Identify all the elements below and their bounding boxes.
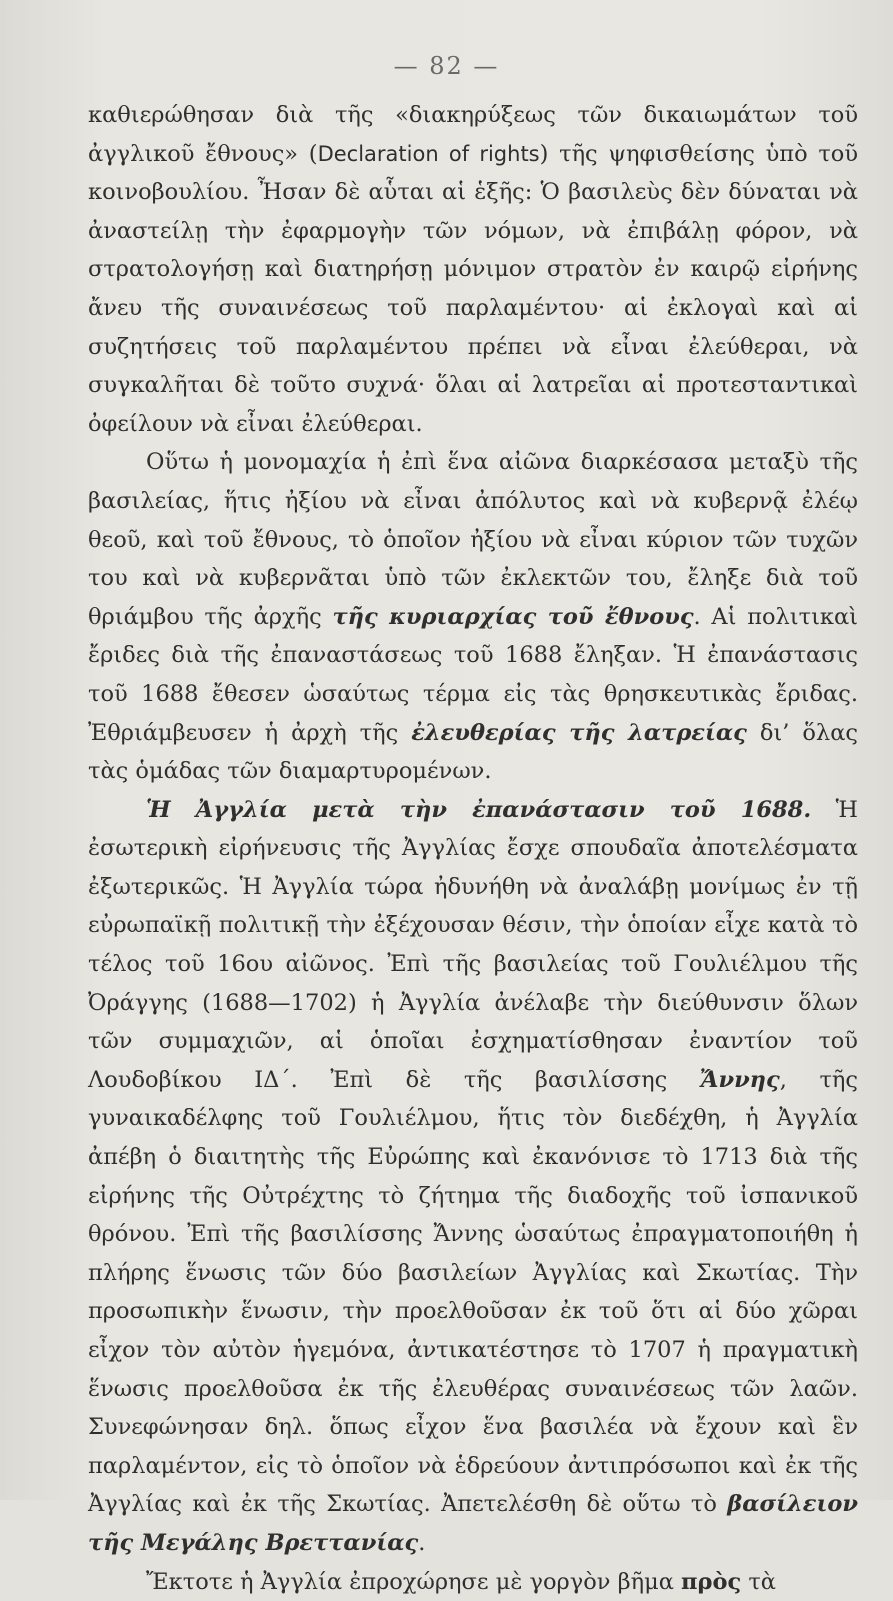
- emphasis-freedom-of-worship: ἐλευθερίας τῆς λατρείας: [411, 719, 747, 746]
- paragraph-final: [88, 1563, 858, 1601]
- section-heading: Ἡ Ἀγγλία μετὰ τὴν ἐπανάστασιν τοῦ 1688.: [146, 796, 812, 823]
- paragraph-sovereignty-text-cont: . Αἱ πολιτικαὶ ἔριδες διὰ τῆς ἐπαναστάσεως τοῦ 1688 ἔληξαν. Ἡ ἐπανάστασις τοῦ 1688 ἔθεσεν ὡσαύτως τέρμα εἰς τὰς θρησκευτικὰς ἔριδας. Ἐθριάμβευσεν ἡ ἀρχὴ τῆς: [88, 603, 858, 746]
- page-number: — 82 —: [393, 52, 500, 80]
- paragraph-england-text: Ἡ ἐσωτερικὴ εἰρήνευσις τῆς Ἀγγλίας ἔσχε σπουδαῖα ἀποτελέσματα ἐξωτερικῶς. Ἡ Ἀγγλία τώρα ἠδυνήθη νὰ ἀναλάβῃ μονίμως ἐν τῇ εὐρωπαϊκῇ πολιτικῇ τὴν ἐξέχουσαν θέσιν, τὴν ὁποίαν εἶχε κατὰ τὸ τέλος τοῦ 16ου αἰῶνος. Ἐπὶ τῆς βασιλείας τοῦ Γουλιέλμου τῆς Ὀράγγης (1688—1702) ἡ Ἀγγλία ἀνέλαβε τὴν διεύθυνσιν ὅλων τῶν συμμαχιῶν, αἱ ὁποῖαι ἐσχηματίσθησαν ἐναντίον τοῦ Λουδοβίκου ΙΔ΄. Ἐπὶ δὲ τῆς βασιλίσσης: [88, 796, 858, 1093]
- page-text: [88, 96, 858, 1601]
- paragraph-rights-text-cont: ) τῆς ψηφισθείσης ὑπὸ τοῦ κοινοβουλίου. Ἦσαν δὲ αὗται αἱ ἑξῆς: Ὁ βασιλεὺς δὲν δύναται νὰ ἀναστείλῃ τὴν ἐφαρμογὴν τῶν νόμων, νὰ ἐπιβάλῃ φόρον, νὰ στρατολογήσῃ καὶ διατηρήσῃ μόνιμον στρατὸν ἐν καιρῷ εἰρήνης ἄνευ τῆς συναινέσεως τοῦ παρλαμέντου· αἱ ἐκλογαὶ καὶ αἱ συζητήσεις τοῦ παρλαμέντου πρέπει νὰ εἶναι ἐλεύθεραι, νὰ συγκαλῆται δὲ τοῦτο συχνά· ὅλαι αἱ λατρεῖαι αἱ προτεσταντικαὶ ὀφείλουν νὰ εἶναι ἐλεύθεραι.: [88, 140, 859, 437]
- paragraph-england-text-end: .: [418, 1529, 426, 1556]
- paragraph-final-text: Ἔκτοτε ἡ Ἀγγλία ἐπροχώρησε μὲ γοργὸν βῆμα: [146, 1568, 682, 1595]
- paragraph-sovereignty: [88, 443, 858, 790]
- paragraph-england-text-cont: , τῆς γυναικαδέλφης τοῦ Γουλιέλμου, ἥτις τὸν διεδέχθη, ἡ Ἀγγλία ἀπέβη ὁ διαιτητὴς τῆς Εὐρώπης καὶ ἐκανόνισε τὸ 1713 διὰ τῆς εἰρήνης τῆς Οὐτρέχτης τὸ ζήτημα τῆς διαδοχῆς τοῦ ἰσπανικοῦ θρόνου. Ἐπὶ τῆς βασιλίσσης Ἄννης ὡσαύτως ἐπραγματοποιήθη ἡ πλήρης ἕνωσις τῶν δύο βασιλείων Ἀγγλίας καὶ Σκωτίας. Τὴν προσωπικὴν ἕνωσιν, τὴν προελθοῦσαν ἐκ τοῦ ὅτι αἱ δύο χῶραι εἶχον τὸν αὐτὸν ἡγεμόνα, ἀντικατέστησε τὸ 1707 ἡ πραγματικὴ ἕνωσις προελθοῦσα ἐκ τῆς ἐλευθέρας συναινέσεως τῶν λαῶν. Συνεφώνησαν δηλ. ὅπως εἶχον ἕνα βασιλέα νὰ ἔχουν καὶ ἓν παρλαμέντον, εἰς τὸ ὁποῖον νὰ ἑδρεύουν ἀντιπρόσωποι καὶ ἐκ τῆς Ἀγγλίας καὶ ἐκ τῆς Σκωτίας. Ἀπετελέσθη δὲ οὕτω τὸ: [88, 1066, 858, 1518]
- paragraph-rights: [88, 96, 858, 443]
- paragraph-rights-text: καθιερώθησαν διὰ τῆς «διακηρύξεως τῶν δικαιωμάτων τοῦ ἀγγλικοῦ ἔθνους» (: [88, 102, 858, 167]
- declaration-of-rights-term: Declaration of rights: [317, 141, 540, 166]
- final-word-pros: πρὸς: [681, 1568, 742, 1595]
- paragraph-england-after-1688: [88, 791, 858, 1563]
- final-word-ta: τὰ: [741, 1568, 776, 1595]
- paragraph-sovereignty-text: Οὕτω ἡ μονομαχία ἡ ἐπὶ ἕνα αἰῶνα διαρκέσασα μεταξὺ τῆς βασιλείας, ἥτις ἠξίου νὰ εἶναι ἀπόλυτος καὶ νὰ κυβερνᾷ ἐλέῳ θεοῦ, καὶ τοῦ ἔθνους, τὸ ὁποῖον ἠξίου νὰ εἶναι κύριον τῶν τυχῶν του καὶ νὰ κυβερνᾶται ὑπὸ τῶν ἐκλεκτῶν του, ἔληξε διὰ τοῦ θριάμβου τῆς ἀρχῆς: [88, 449, 858, 630]
- emphasis-great-britain: βασίλειον τῆς Μεγάλης Βρεττανίας: [88, 1491, 858, 1556]
- emphasis-sovereignty: τῆς κυριαρχίας τοῦ ἔθνους: [332, 603, 694, 630]
- emphasis-anne: Ἄννης: [699, 1066, 780, 1093]
- paragraph-sovereignty-text-end: δι’ ὅλας τὰς ὁμάδας τῶν διαμαρτυρομένων.: [88, 719, 858, 785]
